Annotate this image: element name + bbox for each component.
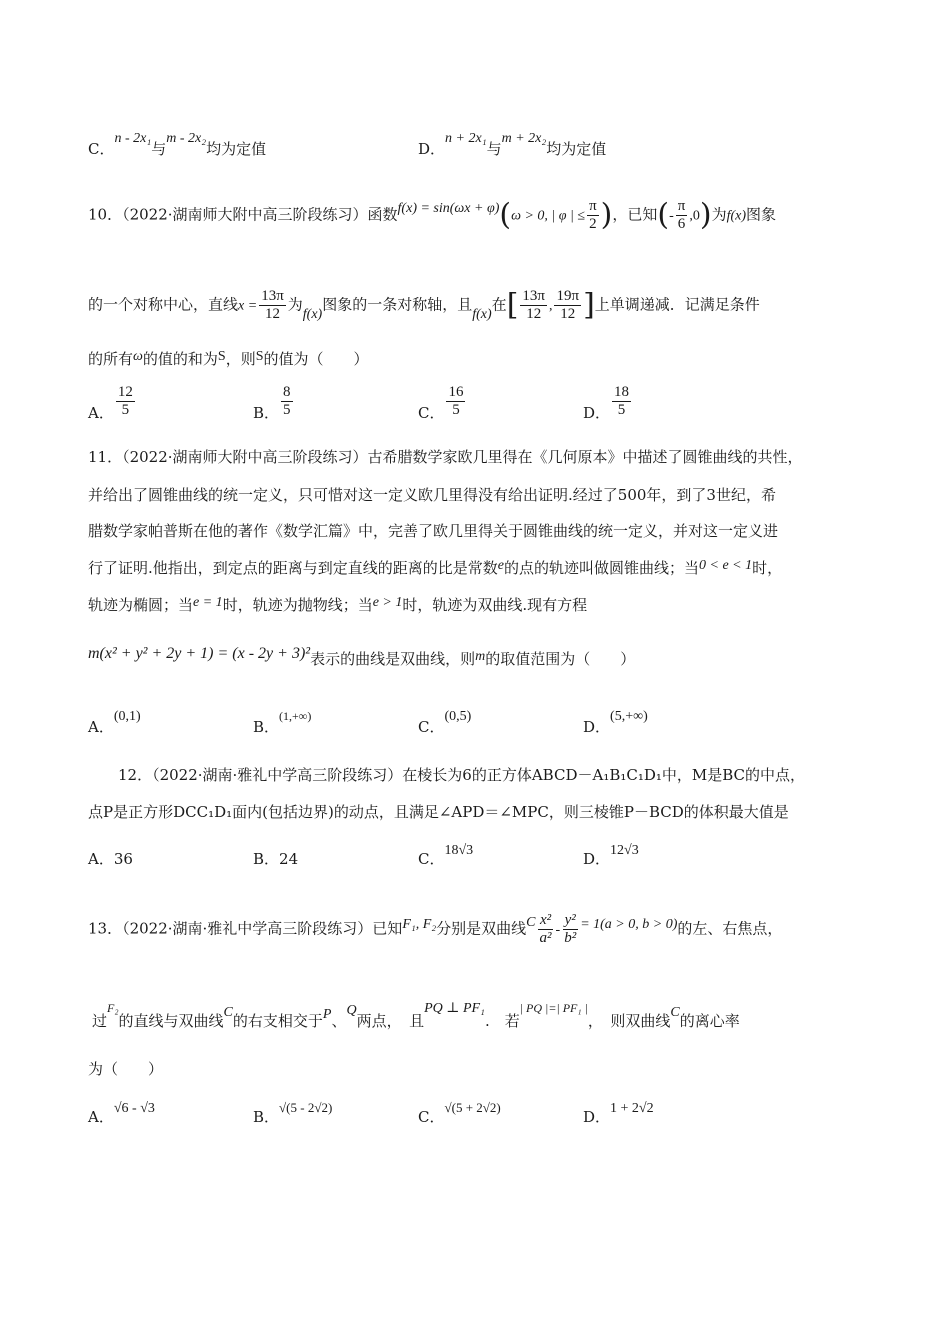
math-expr: F₁, F₂: [402, 916, 437, 932]
text: 的所有: [88, 350, 134, 368]
fraction: $\frac{13\pi}{12}$: [261, 288, 284, 322]
text: ，则: [225, 350, 256, 368]
text: 的右支相交于: [232, 1012, 323, 1030]
math-expr: ω > 0, | φ | ≤: [511, 208, 586, 224]
math-symbol: F₂: [107, 1001, 119, 1015]
text: 的左、右焦点，: [677, 919, 783, 938]
q10-line1: 10．（2022·湖南师大附中高三阶段练习）函数f(x) = sin(ωx + φ)(ω > 0, | φ | ≤ $\frac{\pi}{2}$ )，已知(- $\frac{\pi}{6}$ ,0)为f(x)图象: [88, 197, 777, 233]
q9-option-c: [88, 131, 267, 162]
q11-option-b: B．$^{(1,+\infty)}$: [253, 709, 312, 736]
math-symbol: C: [223, 1005, 233, 1020]
q12-option-d: D．12√3: [583, 843, 639, 868]
q11-line2: 并给出了圆锥曲线的统一定义，只可惜对这一定义欧几里得没有给出证明.经过了500年，到了3世纪，希: [88, 486, 776, 504]
q10-option-b: B． $\frac{8}{5}$: [253, 384, 291, 422]
q12-line2: 点P是正方形DCC₁D₁面内(包括边界)的动点，且满足∠APD＝∠MPC，则三棱锥P－BCD的体积最大值是: [88, 803, 789, 821]
math-expr: e = 1: [193, 595, 223, 610]
text: 两点， 且: [356, 1012, 425, 1030]
q11-line6: [88, 645, 636, 672]
text: 的值为（ ）: [263, 350, 369, 368]
q10-option-d: D． $\frac{18}{5}$: [583, 384, 630, 422]
q11-option-c: C．(0,5): [418, 709, 472, 736]
math-symbol: C: [670, 1005, 680, 1020]
q12-option-c: C．18√3: [418, 843, 474, 868]
text: 为: [711, 205, 727, 224]
math-expr: = 1(a > 0, b > 0): [580, 916, 678, 932]
option-label: D．: [418, 140, 446, 158]
text: ， 则双曲线: [587, 1012, 671, 1030]
text: 轨迹为椭圆；当: [88, 596, 194, 614]
text: ，已知: [612, 205, 658, 224]
text: 均为定值: [546, 140, 607, 158]
math-expr: m - 2x₂: [166, 131, 207, 146]
q13-option-b: B．√(5 - 2√2): [253, 1100, 333, 1126]
math-symbol: P: [322, 1007, 332, 1022]
math-symbol: e: [497, 558, 504, 573]
question-source: （2022·湖南师大附中高三阶段练习）函数: [122, 205, 398, 224]
text: 与: [486, 140, 502, 158]
text: 时，轨迹为双曲线.现有方程: [402, 596, 588, 614]
fraction: $\frac{13\pi}{12}$: [522, 288, 545, 322]
text: 过: [92, 1012, 108, 1030]
math-expr: n + 2x₁: [445, 131, 487, 146]
q12-option-b: B．24: [253, 850, 299, 868]
math-symbol: S: [255, 349, 264, 364]
q12-line1: 12．（2022·湖南·雅礼中学高三阶段练习）在棱长为6的正方体ABCD－A₁B₁C₁D₁中，M是BC的中点，: [118, 766, 806, 784]
fraction: $\frac{8}{5}$: [283, 384, 291, 418]
math-expr: x =: [238, 298, 258, 314]
math-expr: PQ ⊥ PF₁: [424, 1001, 485, 1016]
text: 均为定值: [206, 140, 267, 158]
q9-option-d: [418, 131, 607, 162]
text: 分别是双曲线: [436, 919, 527, 938]
math-expr: n - 2x₁: [114, 131, 152, 146]
q10-line3: [88, 348, 369, 372]
fraction: $\frac{\pi}{2}$: [589, 198, 597, 232]
text: 时，轨迹为抛物线；当: [222, 596, 373, 614]
text: 的取值范围为（ ）: [485, 650, 636, 668]
q13-option-c: C．√(5 + 2√2): [418, 1100, 501, 1126]
q13-line2: [92, 1001, 740, 1034]
math-expr: f(x) = sin(ωx + φ): [397, 200, 500, 216]
text: 的一个对称中心，直线: [88, 295, 239, 314]
math-symbol: S: [217, 349, 226, 364]
math-expr: m + 2x₂: [501, 131, 547, 146]
math-expr: | PQ |=| PF₁ |: [519, 1001, 588, 1015]
fraction: $\frac{19\pi}{12}$: [556, 288, 580, 322]
math-expr: 0 < e < 1: [699, 558, 753, 573]
math-symbol: C: [526, 914, 536, 930]
fraction: $\frac{\text{y²}}{\text{b²}}$: [564, 912, 577, 946]
math-symbol: Q: [346, 1003, 357, 1018]
text: 时，: [752, 559, 783, 577]
q11-option-d: D．(5,+∞): [583, 709, 648, 736]
math-symbol: m: [475, 649, 486, 664]
text: 的离心率: [679, 1012, 740, 1030]
math-expr: f(x): [302, 306, 323, 322]
q11-line5: [88, 594, 587, 618]
q13-option-d: D．1 + 2√2: [583, 1101, 654, 1126]
fraction: $\frac{\pi}{6}$: [677, 198, 686, 232]
q10-option-c: C． $\frac{16}{5}$: [418, 384, 464, 422]
text: 的值的和为: [142, 350, 218, 368]
math-equation: m(x² + y² + 2y + 1) = (x - 2y + 3)²: [88, 645, 311, 662]
math-expr: e > 1: [372, 595, 403, 610]
text: 图象的一条对称轴，且: [322, 295, 473, 314]
q10-line2: 的一个对称中心，直线x = $\frac{13\pi}{12}$ 为f(x)图象的一条对称轴，且f(x)在[ $\frac{13\pi}{12}$ , $\frac{19\pi}{12}$ ]上单调递减．记满足条件: [88, 287, 760, 323]
math-expr: f(x): [472, 306, 492, 322]
fraction: $\frac{\text{x²}}{\text{a²}}$: [539, 912, 552, 946]
text: 与: [151, 140, 167, 158]
text: 13．（2022·湖南·雅礼中学高三阶段练习）已知: [88, 919, 403, 938]
text: 行了证明.他指出，到定点的距离与到定直线的距离的比是常数: [88, 559, 498, 577]
text: 、: [331, 1012, 347, 1030]
text: . 若: [484, 1012, 520, 1030]
q11-option-a: A．(0,1): [88, 709, 141, 736]
q13-line1: 13．（2022·湖南·雅礼中学高三阶段练习）已知F₁, F₂分别是双曲线C $\frac{\text{x²}}{\text{a²}}$ - $\frac{\text{y²}}{\text{b²}}$ = 1(a > 0, b > 0)的左、右焦点，: [88, 912, 783, 946]
q11-line3: 腊数学家帕普斯在他的著作《数学汇篇》中，完善了欧几里得关于圆锥曲线的统一定义，并对这一定义进: [88, 522, 779, 540]
option-label: C．: [88, 140, 115, 158]
question-number: 10．: [88, 205, 123, 224]
q13-option-a: A．√6 - √3: [88, 1101, 155, 1126]
q11-line4: [88, 557, 782, 581]
text: 表示的曲线是双曲线，则: [310, 650, 476, 668]
q10-option-a: A． $\frac{12}{5}$: [88, 384, 133, 422]
q12-option-a: A．36: [88, 850, 133, 868]
text: 的直线与双曲线: [118, 1012, 224, 1030]
text: 的点的轨迹叫做圆锥曲线；当: [504, 559, 700, 577]
q11-line1: 11．（2022·湖南师大附中高三阶段练习）古希腊数学家欧几里得在《几何原本》中描述了圆锥曲线的共性，: [88, 448, 803, 466]
fraction: $\frac{18}{5}$: [614, 384, 630, 418]
text: 为: [287, 295, 303, 314]
fraction: $\frac{12}{5}$: [117, 384, 133, 418]
math-symbol: ω: [133, 349, 143, 364]
text: 在: [491, 295, 507, 314]
text: 上单调递减．记满足条件: [594, 295, 760, 314]
text: 图象: [746, 205, 777, 224]
q13-line3: 为（ ）: [88, 1060, 164, 1078]
math-expr: ,0: [689, 208, 700, 224]
math-expr: f(x): [726, 208, 747, 224]
fraction: $\frac{16}{5}$: [448, 384, 464, 418]
